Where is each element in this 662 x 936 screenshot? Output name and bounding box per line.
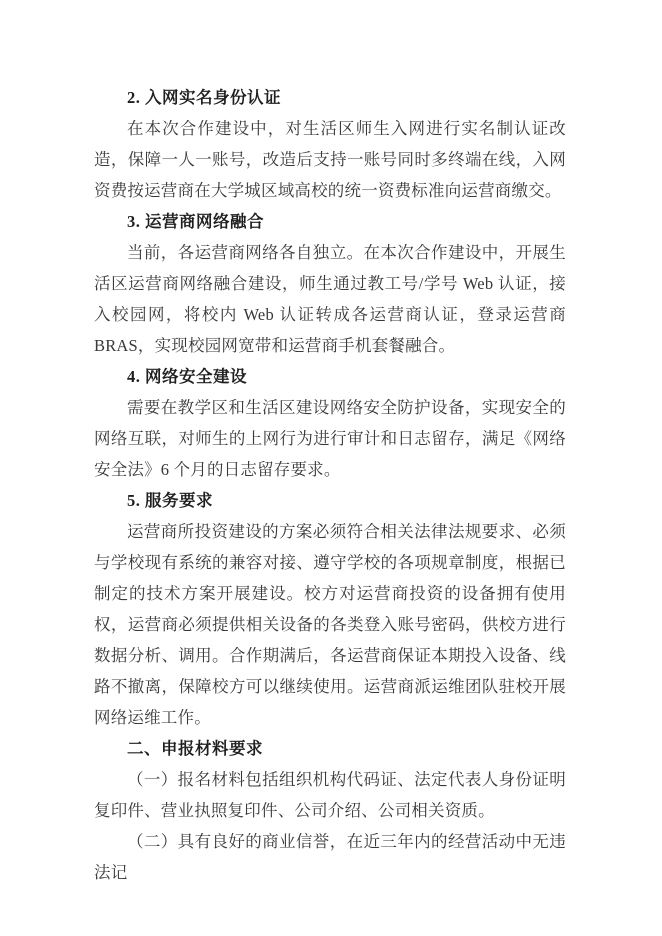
paragraph-business-reputation: （二）具有良好的商业信誉，在近三年内的经营活动中无违法记 bbox=[94, 832, 566, 882]
section-heading-network-convergence: 3. 运营商网络融合 bbox=[127, 212, 264, 231]
paragraph-network-convergence: 当前，各运营商网络各自独立。在本次合作建设中，开展生活区运营商网络融合建设，师生通过教工号/学号 Web 认证，接入校园网，将校内 Web 认证转成各运营商认证，登录运营商 BRAS，实现校园网宽带和运营商手机套餐融合。 bbox=[94, 243, 566, 355]
paragraph-network-security: 需要在教学区和生活区建设网络安全防护设备，实现安全的网络互联，对师生的上网行为进行审计和日志留存，满足《网络安全法》6 个月的日志留存要求。 bbox=[94, 398, 566, 479]
paragraph-service-requirements: 运营商所投资建设的方案必须符合相关法律法规要求、必须与学校现有系统的兼容对接、遵守学校的各项规章制度，根据已制定的技术方案开展建设。校方对运营商投资的设备拥有使用权，运营商必须提供相关设备的各类登入账号密码，供校方进行数据分析、调用。合作期满后，各运营商保证本期投入设备、线路不撤离，保障校方可以继续使用。运营商派运维团队驻校开展网络运维工作。 bbox=[94, 522, 566, 727]
section-heading-realname-auth: 2. 入网实名身份认证 bbox=[127, 88, 281, 107]
paragraph-application-materials-list: （一）报名材料包括组织机构代码证、法定代表人身份证明复印件、营业执照复印件、公司介绍、公司相关资质。 bbox=[94, 770, 566, 820]
section-heading-service-requirements: 5. 服务要求 bbox=[127, 491, 213, 510]
section-heading-application-materials: 二、申报材料要求 bbox=[127, 739, 263, 758]
paragraph-realname-auth: 在本次合作建设中，对生活区师生入网进行实名制认证改造，保障一人一账号，改造后支持一账号同时多终端在线，入网资费按运营商在大学城区域高校的统一资费标准向运营商缴交。 bbox=[94, 119, 566, 200]
section-heading-network-security: 4. 网络安全建设 bbox=[127, 367, 247, 386]
